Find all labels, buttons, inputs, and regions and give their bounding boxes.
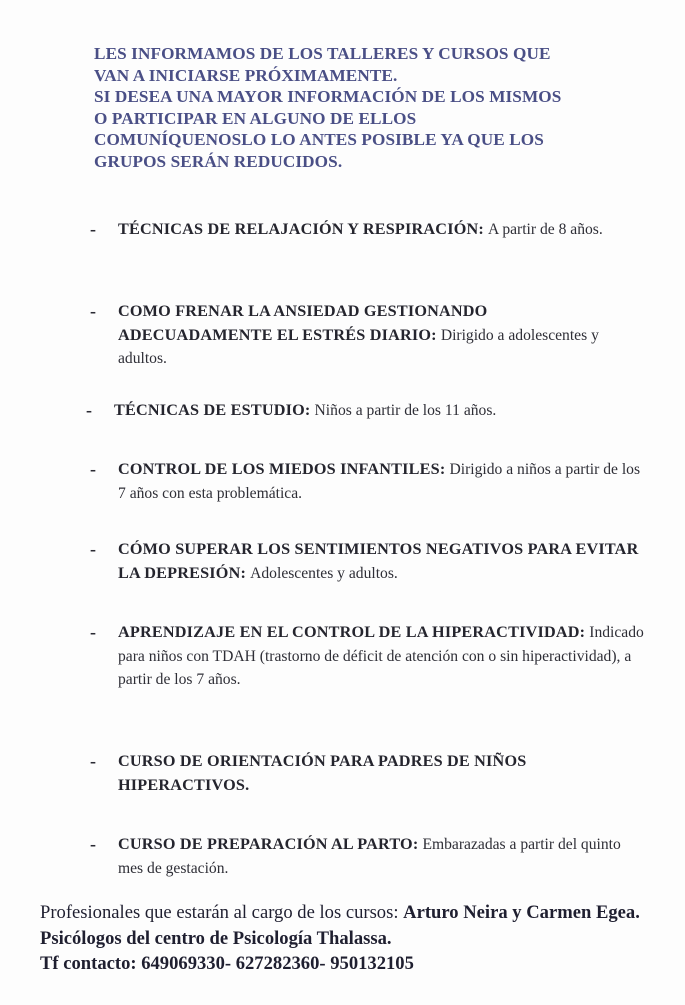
course-item-fears [90,458,645,505]
intro-notice [94,43,654,172]
bullet-dash: - [90,219,96,239]
course-heading: COMO FRENAR LA ANSIEDAD GESTIONANDO ADECUADAMENTE EL ESTRÉS DIARIO: [118,302,488,344]
bullet-dash: - [90,751,96,771]
course-description: A partir de 8 años. [488,221,603,238]
intro-line: LES INFORMAMOS DE LOS TALLERES Y CURSOS QUE [94,44,551,63]
course-description: Niños a partir de los 11 años. [314,402,497,419]
bullet-dash: - [90,301,96,321]
bullet-dash: - [90,834,96,854]
course-description: Adolescentes y adultos. [250,564,398,582]
course-heading: TÉCNICAS DE RELAJACIÓN Y RESPIRACIÓN: [118,220,484,238]
course-description: Embarazadas a partir del quinto mes de gestación. [118,836,621,877]
course-heading: TÉCNICAS DE ESTUDIO: [114,401,311,419]
course-item-depression [90,538,645,585]
intro-line: COMUNÍQUENOSLO LO ANTES POSIBLE YA QUE LOS [94,130,544,149]
course-description: Indicado para niños con TDAH (trastorno de déficit de atención con o sin hiperactividad), a partir de los 7 años. [118,624,644,688]
staff-names: Arturo Neira y Carmen Egea. Psicólogos del centro de Psicología Thalassa. [40,902,640,949]
course-heading: CURSO DE PREPARACIÓN AL PARTO: [118,835,419,853]
intro-line: GRUPOS SERÁN REDUCIDOS. [94,151,343,171]
course-heading: CONTROL DE LOS MIEDOS INFANTILES: [118,460,446,478]
contact-phones: Tf contacto: 649069330- 627282360- 950132105 [40,953,414,974]
course-item-parents [90,750,645,797]
footer-contact [40,900,660,977]
course-description: Dirigido a adolescentes y adultos. [118,326,599,367]
course-heading: APRENDIZAJE EN EL CONTROL DE LA HIPERACTIVIDAD: [118,623,586,641]
bullet-dash: - [86,400,92,420]
bullet-dash: - [90,459,96,479]
course-heading: CÓMO SUPERAR LOS SENTIMIENTOS NEGATIVOS PARA EVITAR LA DEPRESIÓN: [118,540,639,582]
bullet-dash: - [90,622,96,642]
course-item-relaxation [90,218,645,242]
bullet-dash: - [90,539,96,559]
course-item-anxiety [90,300,645,371]
intro-line: O PARTICIPAR EN ALGUNO DE ELLOS [94,108,417,128]
intro-line: VAN A INICIARSE PRÓXIMAMENTE. [94,65,398,85]
course-item-hyperactivity [90,621,645,692]
staff-prefix: Profesionales que estarán al cargo de los cursos: [40,902,399,923]
course-heading: CURSO DE ORIENTACIÓN PARA PADRES DE NIÑOS HIPERACTIVOS. [118,752,527,794]
course-item-study [86,399,641,423]
course-description: Dirigido a niños a partir de los 7 años con esta problemática. [118,461,641,502]
intro-line: SI DESEA UNA MAYOR INFORMACIÓN DE LOS MISMOS [94,87,562,106]
course-item-childbirth [90,833,645,880]
